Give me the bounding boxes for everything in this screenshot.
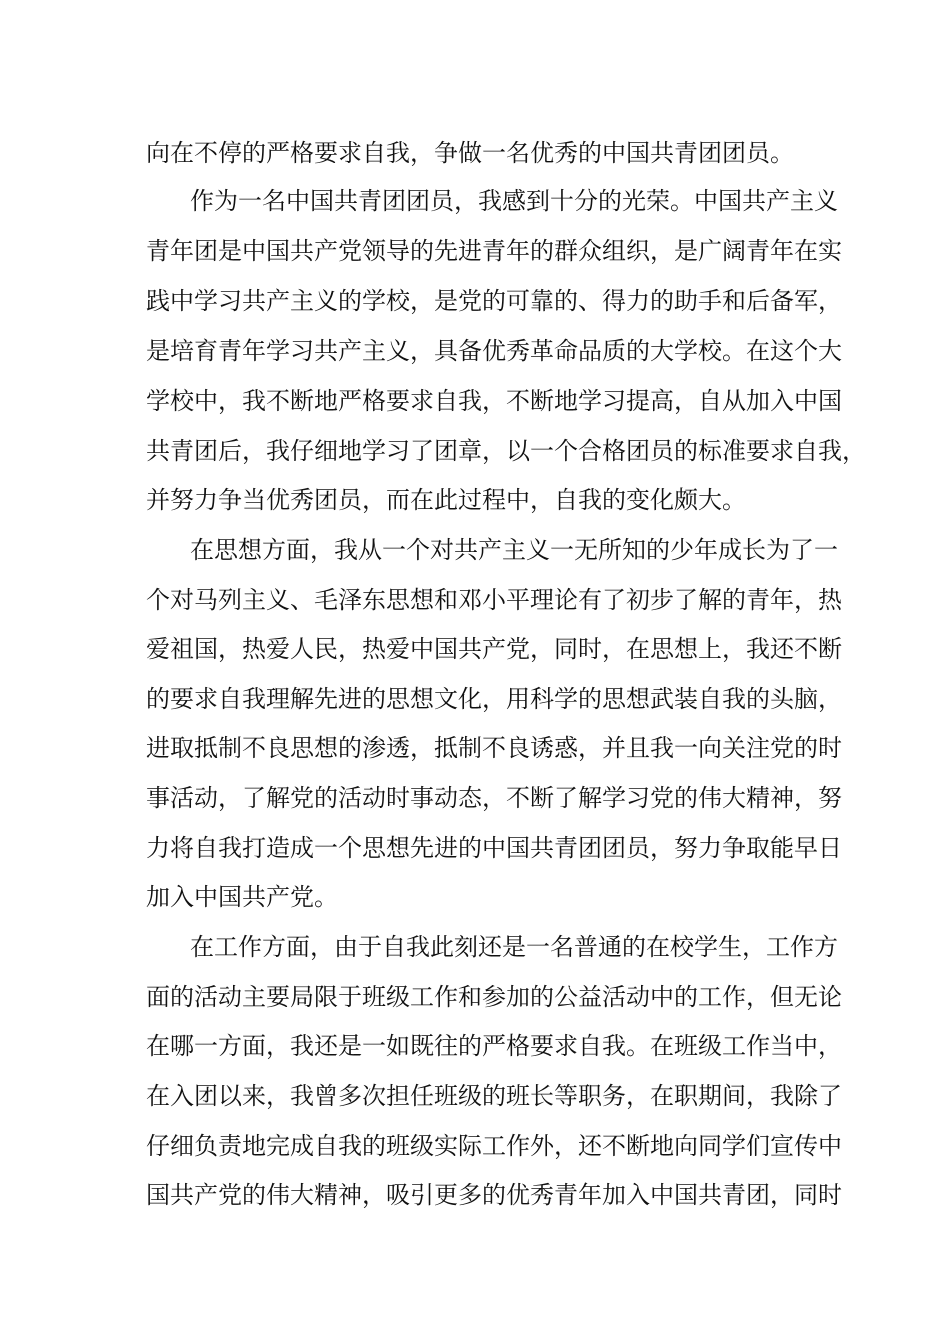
- text-line: 向在不停的严格要求自我，争做一名优秀的中国共青团团员。: [146, 139, 794, 167]
- text-line: 学校中，我不断地严格要求自我，不断地学习提高，自从加入中国: [146, 387, 842, 415]
- text-line: 个对马列主义、毛泽东思想和邓小平理论有了初步了解的青年，热: [146, 586, 842, 614]
- text-line: 的要求自我理解先进的思想文化，用科学的思想武装自我的头脑，: [146, 685, 842, 713]
- text-line: 爱祖国，热爱人民，热爱中国共产党，同时，在思想上，我还不断: [146, 635, 842, 663]
- paragraph-first-line: 作为一名中国共青团团员，我感到十分的光荣。中国共产主义: [190, 187, 838, 215]
- text-line: 加入中国共产党。: [146, 883, 338, 911]
- paragraph-first-line: 在工作方面，由于自我此刻还是一名普通的在校学生，工作方: [190, 933, 838, 961]
- text-line: 是培育青年学习共产主义，具备优秀革命品质的大学校。在这个大: [146, 337, 842, 365]
- text-line: 进取抵制不良思想的渗透，抵制不良诱惑，并且我一向关注党的时: [146, 734, 842, 762]
- text-line: 青年团是中国共产党领导的先进青年的群众组织，是广阔青年在实: [146, 237, 842, 265]
- text-line: 面的活动主要局限于班级工作和参加的公益活动中的工作，但无论: [146, 983, 842, 1011]
- text-line: 在入团以来，我曾多次担任班级的班长等职务，在职期间，我除了: [146, 1082, 842, 1110]
- paragraph-first-line: 在思想方面，我从一个对共产主义一无所知的少年成长为了一: [190, 536, 838, 564]
- text-line: 践中学习共产主义的学校，是党的可靠的、得力的助手和后备军，: [146, 287, 842, 315]
- text-line: 仔细负责地完成自我的班级实际工作外，还不断地向同学们宣传中: [146, 1132, 842, 1160]
- text-line: 在哪一方面，我还是一如既往的严格要求自我。在班级工作当中，: [146, 1032, 842, 1060]
- text-line: 事活动，了解党的活动时事动态，不断了解学习党的伟大精神，努: [146, 784, 842, 812]
- text-line: 国共产党的伟大精神，吸引更多的优秀青年加入中国共青团，同时: [146, 1181, 842, 1209]
- text-line: 力将自我打造成一个思想先进的中国共青团团员，努力争取能早日: [146, 834, 842, 862]
- text-line: 共青团后，我仔细地学习了团章，以一个合格团员的标准要求自我，: [146, 437, 866, 465]
- text-line: 并努力争当优秀团员，而在此过程中，自我的变化颇大。: [146, 486, 746, 514]
